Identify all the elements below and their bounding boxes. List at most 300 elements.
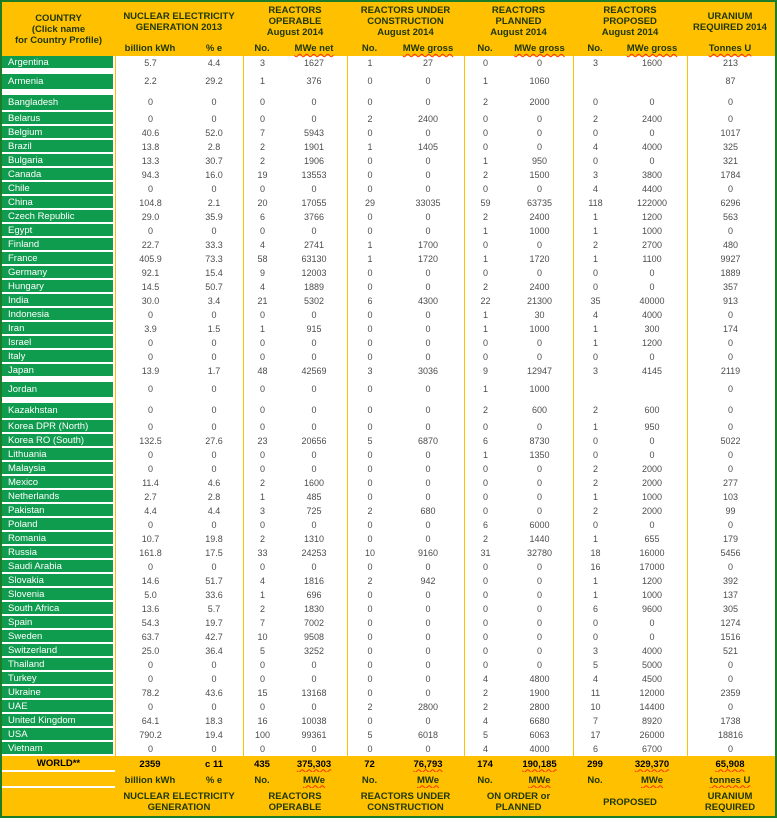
value-cell: 0 xyxy=(649,156,655,166)
table-row xyxy=(2,700,775,714)
value-cell: 22.7 xyxy=(115,238,185,252)
value-cell: 0 xyxy=(115,336,185,350)
value-cell: 19 xyxy=(243,168,281,182)
value-cell: 2 xyxy=(464,532,506,546)
value-cell: 0 xyxy=(649,436,655,446)
value-cell: 0 xyxy=(649,450,655,460)
table-row xyxy=(2,644,775,658)
country-link[interactable]: Belgium xyxy=(2,126,115,140)
value-cell: 0 xyxy=(347,280,392,294)
value-cell: 1 xyxy=(243,70,281,91)
value-cell: 0 xyxy=(347,518,392,532)
country-link[interactable]: Germany xyxy=(2,266,115,280)
value-cell: 0 xyxy=(311,450,317,460)
value-cell: 29 xyxy=(347,196,392,210)
value-cell: 6 xyxy=(464,518,506,532)
value-cell: 0 xyxy=(311,352,317,362)
value-cell: 0 xyxy=(425,383,431,394)
country-link[interactable]: Jordan xyxy=(2,378,115,399)
value-cell: 0 xyxy=(425,688,431,698)
value-cell: 325 xyxy=(687,140,773,154)
value-cell: 10 xyxy=(243,630,281,644)
value-cell: 54.3 xyxy=(115,616,185,630)
table-row xyxy=(2,420,775,434)
value-cell: 0 xyxy=(536,646,542,656)
value-cell: 4.4 xyxy=(207,58,221,68)
value-cell: 2359 xyxy=(687,686,773,700)
table-row xyxy=(2,70,775,91)
value-cell: 0 xyxy=(425,562,431,572)
value-cell: 0 xyxy=(464,560,506,574)
value-cell: 6000 xyxy=(529,520,550,530)
value-cell: 0 xyxy=(115,560,185,574)
value-cell: 59 xyxy=(464,196,506,210)
value-cell: 0 xyxy=(536,240,542,250)
country-link[interactable]: Pakistan xyxy=(2,504,115,518)
value-cell: 277 xyxy=(687,476,773,490)
value-cell: 0 xyxy=(536,492,542,502)
country-link[interactable]: Canada xyxy=(2,168,115,182)
country-link[interactable]: Slovakia xyxy=(2,574,115,588)
country-link[interactable]: Spain xyxy=(2,616,115,630)
country-link[interactable]: Belarus xyxy=(2,112,115,126)
value-cell: 0 xyxy=(311,744,317,754)
table-row xyxy=(2,686,775,700)
value-cell: 6 xyxy=(347,294,392,308)
value-cell: 1.7 xyxy=(207,366,221,376)
value-cell: 1 xyxy=(573,490,617,504)
value-cell: 12003 xyxy=(301,268,327,278)
value-cell: 0 xyxy=(687,378,773,399)
value-cell: 0 xyxy=(687,336,773,350)
value-cell: 10038 xyxy=(301,716,327,726)
value-cell: 0 xyxy=(243,112,281,126)
table-row xyxy=(2,252,775,266)
value-cell: 0 xyxy=(211,114,217,124)
footer-label-planned: ON ORDER or PLANNED xyxy=(486,791,551,813)
value-cell: 0 xyxy=(115,658,185,672)
country-link[interactable]: Switzerland xyxy=(2,644,115,658)
value-cell: 1060 xyxy=(529,75,550,86)
value-cell: 5302 xyxy=(303,296,325,306)
footer-unit: MWe xyxy=(528,774,551,786)
value-cell: 1405 xyxy=(417,142,439,152)
value-cell: 1900 xyxy=(529,688,550,698)
value-cell: 63130 xyxy=(301,254,327,264)
value-cell: 0 xyxy=(649,352,655,362)
country-link[interactable]: Mexico xyxy=(2,476,115,490)
value-cell: 1 xyxy=(347,56,392,70)
country-link[interactable]: Poland xyxy=(2,518,115,532)
value-cell: 5 xyxy=(464,728,506,742)
value-cell: 0 xyxy=(311,520,317,530)
value-cell: 0 xyxy=(115,448,185,462)
value-cell: 13.8 xyxy=(115,140,185,154)
value-cell: 0 xyxy=(536,142,542,152)
value-cell: 3800 xyxy=(641,170,663,180)
value-cell: 5022 xyxy=(687,434,773,448)
country-link[interactable]: Bulgaria xyxy=(2,154,115,168)
country-column-header xyxy=(2,5,115,54)
footer-unit: MWe xyxy=(417,774,439,786)
value-cell: 0 xyxy=(243,182,281,196)
country-link[interactable]: Czech Republic xyxy=(2,210,115,224)
value-cell: 0 xyxy=(687,91,773,112)
country-link[interactable]: Finland xyxy=(2,238,115,252)
value-cell: 6018 xyxy=(417,730,439,740)
value-cell: 0 xyxy=(311,338,317,348)
value-cell: 0 xyxy=(115,378,185,399)
value-cell: 2 xyxy=(243,140,281,154)
value-cell: 0 xyxy=(311,422,317,432)
value-cell: 2 xyxy=(347,700,392,714)
value-cell: 0 xyxy=(115,91,185,112)
country-link[interactable]: China xyxy=(2,196,115,210)
value-cell: 2741 xyxy=(303,240,325,250)
value-cell: 2 xyxy=(464,280,506,294)
table-row xyxy=(2,588,775,602)
world-value: 174 xyxy=(477,758,493,770)
value-cell: 0 xyxy=(211,352,217,362)
value-cell: 0 xyxy=(311,404,317,415)
value-cell: 5 xyxy=(243,644,281,658)
country-link[interactable]: France xyxy=(2,252,115,266)
world-value: 190,185 xyxy=(522,758,557,770)
table-row xyxy=(2,546,775,560)
value-cell: 8730 xyxy=(529,436,550,446)
country-link[interactable]: United Kingdom xyxy=(2,714,115,728)
table-row xyxy=(2,658,775,672)
value-cell: 0 xyxy=(115,462,185,476)
value-cell: 0 xyxy=(573,126,617,140)
value-cell: 2 xyxy=(464,168,506,182)
table-row xyxy=(2,350,775,364)
value-cell: 33035 xyxy=(415,198,441,208)
value-cell: 1 xyxy=(464,378,506,399)
country-link[interactable]: Egypt xyxy=(2,224,115,238)
value-cell: 32780 xyxy=(526,548,553,558)
country-link[interactable]: Turkey xyxy=(2,672,115,686)
footer-unit: MWe xyxy=(641,774,663,786)
value-cell: 2000 xyxy=(641,464,663,474)
value-cell: 0 xyxy=(687,700,773,714)
country-link[interactable]: Sweden xyxy=(2,630,115,644)
value-cell: 1 xyxy=(464,154,506,168)
value-cell: 6 xyxy=(573,602,617,616)
country-link[interactable]: India xyxy=(2,294,115,308)
value-cell: 0 xyxy=(464,238,506,252)
country-link[interactable]: Korea RO (South) xyxy=(2,434,115,448)
value-cell: 0 xyxy=(573,154,617,168)
value-cell: 132.5 xyxy=(115,434,185,448)
footer-unit: No. xyxy=(361,774,378,786)
value-cell: 0 xyxy=(464,126,506,140)
value-cell: 0 xyxy=(536,590,542,600)
value-cell: 36.4 xyxy=(205,646,223,656)
country-link[interactable]: Argentina xyxy=(2,56,115,70)
table-row xyxy=(2,504,775,518)
unit-no: No. xyxy=(587,43,603,54)
value-cell: 563 xyxy=(687,210,773,224)
value-cell: 0 xyxy=(536,478,542,488)
value-cell: 0 xyxy=(211,674,217,684)
country-header-title: COUNTRY xyxy=(35,13,82,24)
value-cell: 6 xyxy=(464,434,506,448)
value-cell: 1 xyxy=(464,252,506,266)
value-cell: 0 xyxy=(425,604,431,614)
value-cell: 915 xyxy=(306,324,322,334)
value-cell: 0 xyxy=(347,476,392,490)
table-row xyxy=(2,462,775,476)
country-link[interactable]: Russia xyxy=(2,546,115,560)
country-link[interactable]: USA xyxy=(2,728,115,742)
country-link[interactable]: Vietnam xyxy=(2,742,115,756)
value-cell: 7002 xyxy=(303,618,325,628)
value-cell: 2 xyxy=(464,91,506,112)
value-cell: 0 xyxy=(425,464,431,474)
value-cell: 35 xyxy=(573,294,617,308)
value-cell: 0 xyxy=(211,338,217,348)
value-cell: 16.0 xyxy=(205,170,223,180)
value-cell: 2 xyxy=(243,532,281,546)
value-cell: 0 xyxy=(347,490,392,504)
country-link[interactable]: Romania xyxy=(2,532,115,546)
country-header-sub1: (Click name xyxy=(31,24,86,35)
country-link[interactable]: Chile xyxy=(2,182,115,196)
value-cell: 0 xyxy=(311,226,317,236)
country-link[interactable]: Bangladesh xyxy=(2,91,115,112)
table-row xyxy=(2,742,775,756)
value-cell: 24253 xyxy=(301,548,327,558)
value-cell: 1000 xyxy=(641,226,663,236)
world-value: c 11 xyxy=(205,758,223,770)
value-cell: 1 xyxy=(347,140,392,154)
value-cell: 2 xyxy=(464,700,506,714)
value-cell: 0 xyxy=(573,518,617,532)
country-link[interactable]: Indonesia xyxy=(2,308,115,322)
value-cell: 0 xyxy=(425,660,431,670)
value-cell: 0 xyxy=(573,630,617,644)
table-row xyxy=(2,56,775,70)
country-link[interactable]: Italy xyxy=(2,350,115,364)
unit-tonnes-u: Tonnes U xyxy=(708,43,752,54)
value-cell: 4 xyxy=(573,672,617,686)
value-cell: 29.0 xyxy=(115,210,185,224)
value-cell: 696 xyxy=(306,590,322,600)
country-link[interactable]: South Africa xyxy=(2,602,115,616)
value-cell: 94.3 xyxy=(115,168,185,182)
value-cell: 1350 xyxy=(529,450,550,460)
value-cell: 0 xyxy=(211,422,217,432)
value-cell: 6870 xyxy=(417,436,439,446)
value-cell: 0 xyxy=(464,350,506,364)
value-cell: 8920 xyxy=(641,716,663,726)
table-row xyxy=(2,224,775,238)
value-cell: 0 xyxy=(243,742,281,756)
value-cell: 0 xyxy=(347,399,392,420)
value-cell: 16 xyxy=(243,714,281,728)
value-cell: 0 xyxy=(425,324,431,334)
header-operable: REACTORS OPERABLE August 2014 xyxy=(266,5,324,38)
value-cell: 0 xyxy=(347,714,392,728)
country-link[interactable]: Lithuania xyxy=(2,448,115,462)
value-cell: 1 xyxy=(573,588,617,602)
value-cell: 174 xyxy=(687,322,773,336)
value-cell: 0 xyxy=(536,618,542,628)
value-cell: 950 xyxy=(644,422,660,432)
unit-no: No. xyxy=(254,43,270,54)
value-cell: 1274 xyxy=(687,616,773,630)
value-cell: 99361 xyxy=(301,730,327,740)
value-cell: 30 xyxy=(534,310,545,320)
country-link[interactable]: Ukraine xyxy=(2,686,115,700)
country-link[interactable]: Netherlands xyxy=(2,490,115,504)
value-cell: 13.3 xyxy=(115,154,185,168)
value-cell: 0 xyxy=(425,128,431,138)
value-cell: 1906 xyxy=(303,156,325,166)
footer-unit: MWe xyxy=(303,774,325,786)
value-cell: 0 xyxy=(243,658,281,672)
value-cell: 6296 xyxy=(687,196,773,210)
value-cell: 2.7 xyxy=(115,490,185,504)
value-cell: 0 xyxy=(347,686,392,700)
country-link[interactable]: Brazil xyxy=(2,140,115,154)
footer-unit: No. xyxy=(254,774,270,786)
table-row xyxy=(2,364,775,378)
value-cell: 3 xyxy=(243,504,281,518)
value-cell: 0 xyxy=(464,504,506,518)
value-cell: 0 xyxy=(649,632,655,642)
world-value: 76,793 xyxy=(413,758,443,770)
value-cell: 0 xyxy=(687,448,773,462)
value-cell: 2400 xyxy=(529,212,550,222)
value-cell: 6063 xyxy=(529,730,550,740)
table-row xyxy=(2,238,775,252)
value-cell: 5456 xyxy=(687,546,773,560)
value-cell: 0 xyxy=(464,420,506,434)
value-cell: 4 xyxy=(464,742,506,756)
world-label: WORLD** xyxy=(2,756,115,772)
table-row xyxy=(2,714,775,728)
value-cell: 179 xyxy=(687,532,773,546)
value-cell: 9600 xyxy=(641,604,663,614)
value-cell: 0 xyxy=(425,520,431,530)
value-cell: 27 xyxy=(422,58,433,68)
value-cell: 1 xyxy=(573,322,617,336)
value-cell: 0 xyxy=(347,742,392,756)
value-cell: 87 xyxy=(687,70,773,91)
value-cell: 1 xyxy=(464,308,506,322)
country-link[interactable]: Malaysia xyxy=(2,462,115,476)
value-cell: 0 xyxy=(464,588,506,602)
value-cell: 0 xyxy=(311,114,317,124)
value-cell: 1000 xyxy=(641,590,663,600)
value-cell: 2 xyxy=(573,476,617,490)
value-cell: 0 xyxy=(347,154,392,168)
value-cell: 0 xyxy=(115,420,185,434)
value-cell: 0 xyxy=(347,126,392,140)
value-cell: 0 xyxy=(536,128,542,138)
value-cell: 4 xyxy=(573,308,617,322)
value-cell: 480 xyxy=(687,238,773,252)
value-cell: 0 xyxy=(311,310,317,320)
value-cell: 0 xyxy=(347,462,392,476)
country-link[interactable]: Kazakhstan xyxy=(2,399,115,420)
footer-units-row xyxy=(2,772,775,788)
country-link[interactable]: Hungary xyxy=(2,280,115,294)
value-cell: 0 xyxy=(464,266,506,280)
value-cell: 1440 xyxy=(529,534,550,544)
country-link[interactable]: Iran xyxy=(2,322,115,336)
table-row xyxy=(2,182,775,196)
country-link[interactable]: Slovenia xyxy=(2,588,115,602)
value-cell: 0 xyxy=(347,448,392,462)
value-cell: 12947 xyxy=(526,366,553,376)
country-link[interactable]: Israel xyxy=(2,336,115,350)
value-cell: 0 xyxy=(425,716,431,726)
country-link[interactable]: Armenia xyxy=(2,70,115,91)
table-header xyxy=(2,2,775,56)
value-cell: 10 xyxy=(347,546,392,560)
value-cell: 0 xyxy=(211,450,217,460)
country-link[interactable]: Thailand xyxy=(2,658,115,672)
value-cell: 16000 xyxy=(639,548,665,558)
value-cell: 14.6 xyxy=(115,574,185,588)
value-cell: 0 xyxy=(649,520,655,530)
header-generation: NUCLEAR ELECTRICITY GENERATION 2013 xyxy=(123,10,235,33)
table-row xyxy=(2,126,775,140)
value-cell: 2 xyxy=(573,112,617,126)
world-value: 375,303 xyxy=(296,758,332,770)
value-cell: 4000 xyxy=(641,142,663,152)
world-value: 65,908 xyxy=(715,758,745,770)
country-link[interactable]: Saudi Arabia xyxy=(2,560,115,574)
value-cell: 0 xyxy=(687,658,773,672)
value-cell: 0 xyxy=(464,616,506,630)
value-cell: 0 xyxy=(464,462,506,476)
country-link[interactable]: Korea DPR (North) xyxy=(2,420,115,434)
value-cell: 33 xyxy=(243,546,281,560)
value-cell: 300 xyxy=(644,324,660,334)
value-cell: 0 xyxy=(687,112,773,126)
value-cell: 9160 xyxy=(417,548,439,558)
table-body xyxy=(2,56,775,756)
value-cell: 2400 xyxy=(529,282,550,292)
value-cell: 2800 xyxy=(529,702,550,712)
value-cell: 0 xyxy=(536,506,542,516)
value-cell xyxy=(573,70,617,91)
value-cell: 18 xyxy=(573,546,617,560)
value-cell: 27.6 xyxy=(205,436,223,446)
value-cell: 0 xyxy=(243,448,281,462)
value-cell: 3 xyxy=(573,56,617,70)
value-cell: 1000 xyxy=(529,324,550,334)
country-link[interactable]: UAE xyxy=(2,700,115,714)
country-link[interactable]: Japan xyxy=(2,364,115,378)
value-cell: 0 xyxy=(687,224,773,238)
table-row xyxy=(2,168,775,182)
value-cell: 2 xyxy=(243,154,281,168)
table-row xyxy=(2,399,775,420)
value-cell: 31 xyxy=(464,546,506,560)
value-cell: 3766 xyxy=(303,212,325,222)
value-cell: 26000 xyxy=(639,730,665,740)
value-cell: 0 xyxy=(687,462,773,476)
value-cell: 0 xyxy=(536,268,542,278)
value-cell: 0 xyxy=(211,520,217,530)
value-cell: 17000 xyxy=(639,562,665,572)
value-cell: 321 xyxy=(687,154,773,168)
